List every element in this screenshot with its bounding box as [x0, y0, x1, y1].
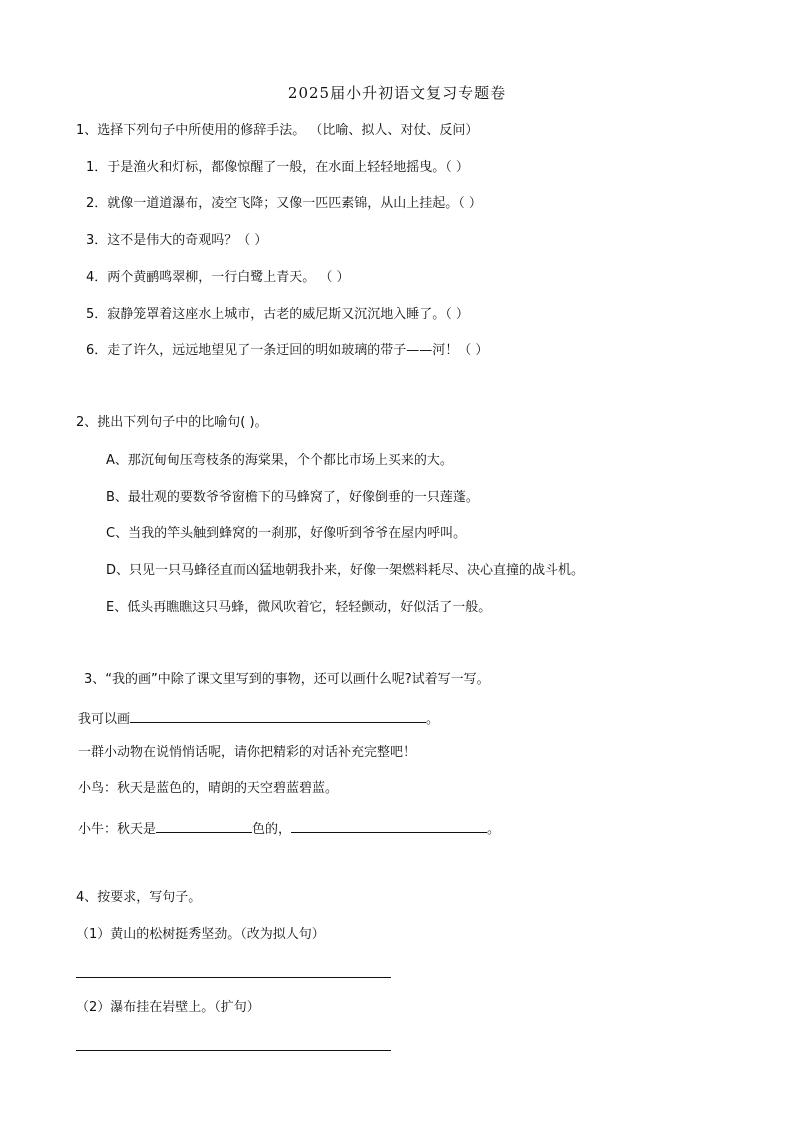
question-1-heading: 1、选择下列句子中所使用的修辞手法。 （比喻、拟人、对仗、反问）: [76, 123, 479, 138]
bird-dialogue: 小鸟：秋天是蓝色的，晴朗的天空碧蓝碧蓝。: [78, 781, 339, 796]
question-1-item: 1．于是渔火和灯标，都像惊醒了一般，在水面上轻轻地摇曳。（ ）: [86, 160, 469, 175]
question-1-item: 2．就像一道道瀑布，凌空飞降；又像一匹匹素锦，从山上挂起。（ ）: [86, 196, 482, 211]
answer-line-1[interactable]: [76, 977, 391, 978]
question-2-heading: 2、挑出下列句子中的比喻句( )。: [76, 415, 268, 430]
question-3-heading: 3、“我的画”中除了课文里写到的事物，还可以画什么呢?试着写一写。: [84, 672, 490, 687]
question-2-option: C、当我的竿头触到蜂窝的一刹那，好像听到爷爷在屋内呼叫。: [106, 526, 467, 541]
draw-answer-blank[interactable]: [130, 708, 426, 723]
question-2-option: A、那沉甸甸压弯枝条的海棠果，个个都比市场上买来的大。: [106, 453, 453, 468]
question-4-sub-2: （2）瀑布挂在岩壁上。（扩句）: [76, 1000, 260, 1015]
question-3-draw-line: [78, 708, 439, 729]
question-4-sub-1: （1）黄山的松树挺秀坚劲。（改为拟人句）: [76, 927, 325, 942]
question-2-option: D、只见一只马蜂径直而凶猛地朝我扑来，好像一架燃料耗尽、决心直撞的战斗机。: [106, 563, 585, 578]
cow-mid: 色的，: [252, 822, 292, 837]
question-2-option: E、低头再瞧瞧这只马蜂，微风吹着它，轻轻颤动，好似活了一般。: [106, 600, 492, 615]
question-1-item: 4．两个黄鹂鸣翠柳，一行白鹭上青天。 （ ）: [86, 270, 350, 285]
question-1-item: 6．走了许久，远远地望见了一条迂回的明如玻璃的带子——河！（ ）: [86, 343, 489, 358]
cow-prefix: 小牛：秋天是: [78, 822, 157, 837]
answer-line-2[interactable]: [76, 1050, 391, 1051]
question-4-heading: 4、按要求，写句子。: [76, 890, 202, 905]
cow-color-blank[interactable]: [156, 818, 252, 833]
question-3-intro: 一群小动物在说悄悄话呢，请你把精彩的对话补充完整吧！: [78, 745, 417, 760]
question-2-option: B、最壮观的要数爷爷窗檐下的马蜂窝了，好像倒垂的一只莲蓬。: [106, 490, 479, 505]
draw-prefix: 我可以画: [78, 712, 131, 727]
question-1-item: 3．这不是伟大的奇观吗？（ ）: [86, 233, 268, 248]
draw-suffix: 。: [426, 712, 440, 727]
cow-suffix: 。: [487, 822, 501, 837]
cow-description-blank[interactable]: [291, 818, 487, 833]
page-title: 2025届小升初语文复习专题卷: [287, 84, 507, 102]
question-1-item: 5．寂静笼罩着这座水上城市，古老的威尼斯又沉沉地入睡了。（ ）: [86, 307, 469, 322]
cow-dialogue: [78, 818, 500, 839]
